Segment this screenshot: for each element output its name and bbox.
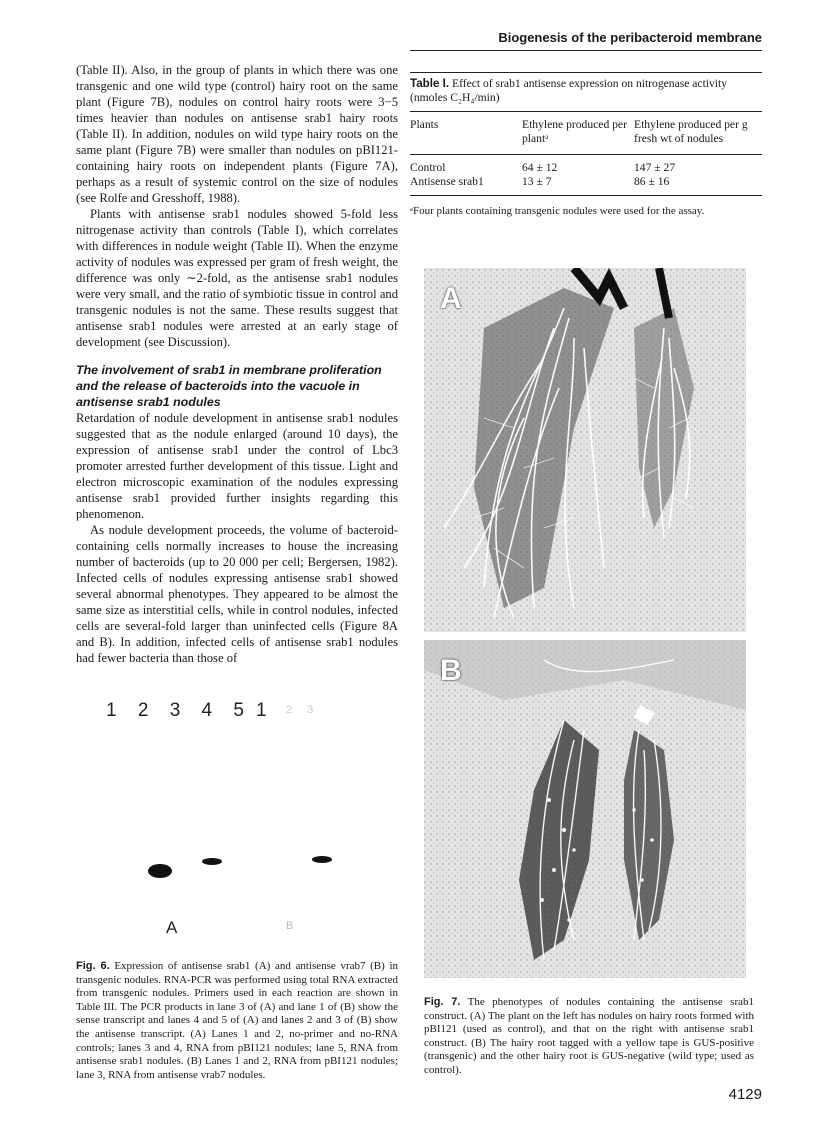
- table-row: [410, 175, 762, 189]
- figure-6-label: Fig. 6.: [76, 960, 110, 972]
- page-number: 4129: [728, 1086, 762, 1103]
- cell-per-gram: 86 ± 16: [634, 175, 670, 188]
- figure-6-caption: [76, 960, 398, 1082]
- header-plants: Plants: [410, 118, 439, 131]
- gel-panel-label-b: B: [286, 920, 294, 932]
- cell-per-gram: 147 ± 27: [634, 161, 676, 174]
- cell-per-plant: 13 ± 7: [522, 175, 552, 188]
- table-bottom-rule: [410, 195, 762, 196]
- paragraph-3: Retardation of nodule development in antisense srab1 nodules suggested that as the nodule enlarged (around 10 days), the expression of antisense srab1 under the control of Lbc3 promoter arrested further development of this tissue. Light and electron microscopic examination of the nodules expressing antisense srab1 provided further insights regarding this phenomenon.: [76, 411, 398, 521]
- paragraph-1: (Table II). Also, in the group of plants in which there was one transgenic and one wild type (control) hairy root on the same plant (Figure 7B), nodules on control hairy roots were 3−5 times heavier than nodules on antisense srab1 hairy roots (Table II). In addition, nodules on wild type hairy roots on the same plant (Figure 7B) were smaller than nodules on pBI121-containing hairy roots on independent plants (Figure 7A), perhaps as a result of systemic control on the size of nodules (see Rolfe and Gresshoff, 1988).: [76, 63, 398, 205]
- lane-labels-b-faint: 2 3: [286, 704, 320, 716]
- figure-7b-label: B: [440, 654, 462, 687]
- cell-plant: Antisense srab1: [410, 175, 484, 188]
- section-heading: The involvement of srab1 in membrane proliferation and the release of bacteroids into the vacuole in antisense srab1 nodules: [76, 363, 382, 409]
- table-label: Table I.: [410, 77, 450, 90]
- header-per-plant: Ethylene produced per plantᵃ: [522, 118, 627, 145]
- gel-band-b-lane1: [312, 856, 332, 863]
- figure-7-caption: [424, 996, 754, 1078]
- table-header-row: [410, 118, 762, 146]
- left-column-text: [76, 62, 398, 666]
- table-row: [410, 161, 762, 175]
- root-photo-b: [424, 640, 746, 978]
- table-mid-rule: [410, 154, 762, 155]
- running-header: Biogenesis of the peribacteroid membrane: [498, 30, 762, 45]
- cell-plant: Control: [410, 161, 446, 174]
- gel-band-a-lane5: [202, 858, 222, 865]
- root-photo-a: [424, 268, 746, 632]
- paragraph-2: Plants with antisense srab1 nodules showed 5-fold less nitrogenase activity than controls (Table I), which correlates with differences in nodule weight (Table II). When the enzyme activity of nodules was expressed per gram of fresh weight, the difference was only ∼2-fold, as the antisense srab1 nodules were very small, and the ratio of symbiotic tissue in control and transgenic nodules is not the same. These results suggest that antisense srab1 nodules were arrested at an early stage of development (see Discussion).: [76, 207, 398, 349]
- gel-band-a-lane3: [148, 864, 172, 878]
- table-1: [410, 72, 762, 218]
- gel-panel-label-a: A: [166, 918, 178, 937]
- lane-labels-b: 1: [256, 700, 267, 721]
- figure-7a-label: A: [440, 282, 462, 315]
- figure-7-label: Fig. 7.: [424, 996, 461, 1008]
- header-rule: [410, 50, 762, 51]
- table-body: [410, 118, 762, 146]
- table-data: [410, 161, 762, 189]
- figure-6-gel: [76, 700, 398, 950]
- table-footnote: ᵃFour plants containing transgenic nodules were used for the assay.: [410, 205, 705, 217]
- cell-per-plant: 64 ± 12: [522, 161, 558, 174]
- figure-6-caption-text: Expression of antisense srab1 (A) and antisense vrab7 (B) in transgenic nodules. RNA-PCR was performed using total RNA extracted from transgenic nodules. Primers used in each reaction are shown in Table III. The PCR products in lane 3 of (A) and lane 1 of (B) show the sense transcript and lanes 4 and 5 of (A) and lanes 2 and 3 of (B) show the antisense transcript. (A) Lanes 1 and 2, no-primer and no-RNA controls; lanes 3 and 4, RNA from pBI121 nodules; lane 5, RNA from antisense srab1 nodules. (B) Lanes 1 and 2, RNA from pBI121 nodules; lane 3, RNA from antisense vrab7 nodules.: [76, 960, 398, 1081]
- table-caption-text: Effect of srab1 antisense expression on nitrogenase activity (nmoles C₂H₄/min): [410, 77, 728, 104]
- figure-7a-photo: [424, 268, 746, 632]
- lane-labels-a: 1 2 3 4 5: [106, 700, 252, 721]
- paragraph-4: As nodule development proceeds, the volume of bacteroid-containing cells normally increases to house the increasing number of bacteroids (up to 20 000 per cell; Bergersen, 1982). Infected cells of nodules expressing antisense srab1 showed several abnormal phenotypes. They appeared to be almost the same size as interstitial cells, while in control nodules, infected cells are several-fold larger than uninfected cells (Figure 8A and B). In addition, infected cells of antisense srab1 nodules had fewer bacteria than those of: [76, 523, 398, 665]
- table-caption: [410, 73, 762, 111]
- figure-7-caption-text: The phenotypes of nodules containing the antisense srab1 construct. (A) The plant on the left has nodules on hairy roots formed with pBI121 (used as control), and that on the right with antisense srab1 construct. (B) The hairy root tagged with a yellow tape is GUS-positive (transgenic) and the other hairy root is GUS-negative (wild type; used as control).: [424, 996, 755, 1076]
- table-header-rule: [410, 111, 762, 112]
- header-per-gram: Ethylene produced per g fresh wt of nodules: [634, 118, 748, 145]
- figure-7b-photo: [424, 640, 746, 978]
